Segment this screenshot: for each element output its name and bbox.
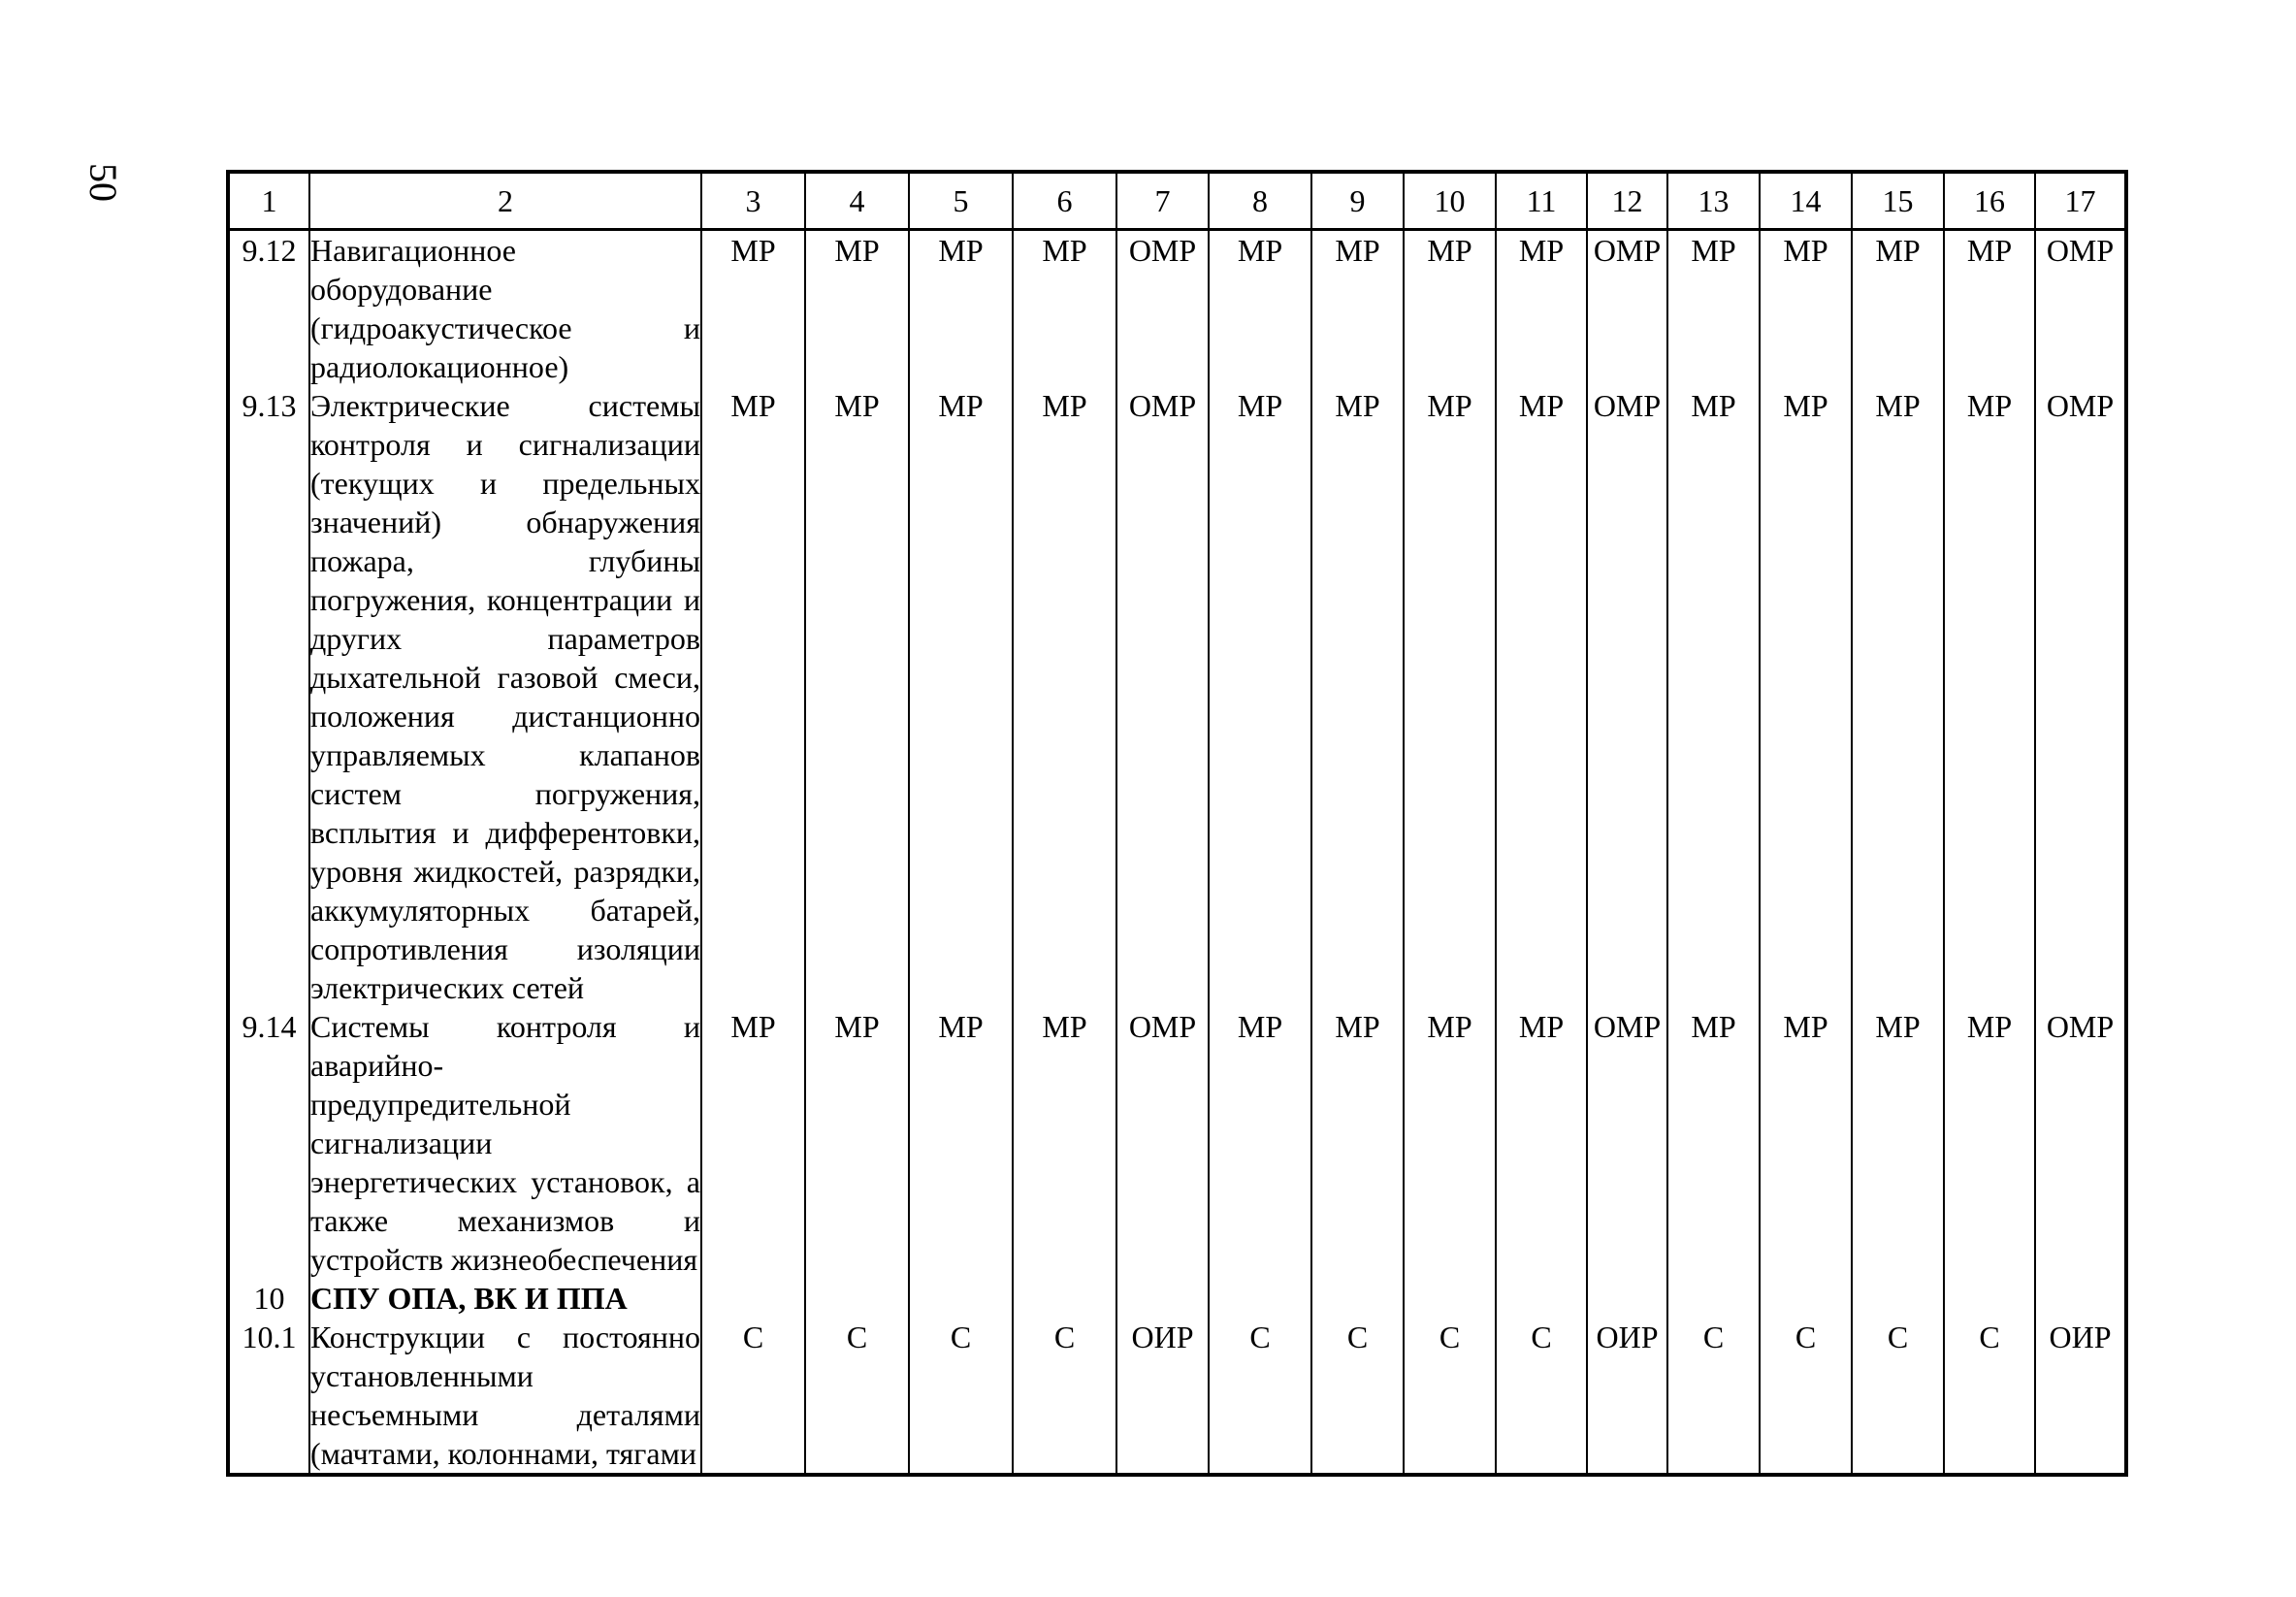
column-header-15: 15 [1852,172,1944,230]
filler-cell [1404,1473,1496,1475]
filler-cell [1116,1473,1209,1475]
cell-col-7: ОМР [1116,1007,1209,1279]
filler-cell [228,1473,309,1475]
table-row [228,1279,2126,1318]
cell-col-11 [1496,1279,1587,1318]
cell-col-9 [1311,1279,1404,1318]
cell-col-16: МР [1944,1007,2035,1279]
cell-col-15: МР [1852,230,1944,387]
filler-cell [805,1473,909,1475]
cell-col-13: С [1667,1318,1760,1473]
row-description: Электрические системы контроля и сигнализации (текущих и предельных значений) обнаружения пожара, глубины погружения, концентрации и других параметров дыхательной газовой смеси, положения дистанционно управляемых клапанов систем погружения, всплытия и дифферентовки, уровня жидкостей, разрядки, аккумуляторных батарей, сопротивления изоляции электрических сетей [310,388,700,1005]
cell-col-12 [1587,1279,1667,1318]
table-row [228,230,2126,387]
table-row [228,1318,2126,1473]
cell-col-17: ОМР [2035,230,2126,387]
cell-col-9: С [1311,1318,1404,1473]
cell-col-10: МР [1404,230,1496,387]
column-header-16: 16 [1944,172,2035,230]
classification-table [226,170,2128,1477]
filler-cell [1944,1473,2035,1475]
cell-col-12: ОМР [1587,230,1667,387]
cell-col-17: ОМР [2035,1007,2126,1279]
filler-cell [1311,1473,1404,1475]
filler-cell [701,1473,805,1475]
row-number: 10 [228,1279,309,1318]
cell-col-7 [1116,1279,1209,1318]
column-header-12: 12 [1587,172,1667,230]
cell-col-9: МР [1311,386,1404,1007]
cell-col-4 [805,1279,909,1318]
row-description: СПУ ОПА, ВК И ППА [309,1279,701,1318]
cell-col-14: МР [1760,230,1852,387]
table-body [228,230,2126,1476]
cell-col-7: ОМР [1116,230,1209,387]
cell-col-5: МР [909,230,1013,387]
cell-col-14 [1760,1279,1852,1318]
row-description: Навигационное оборудование (гидроакустическое и радиолокационное) [309,230,701,387]
cell-col-8: МР [1209,386,1311,1007]
cell-col-7: ОМР [1116,386,1209,1007]
cell-col-6: МР [1013,386,1116,1007]
cell-col-15: МР [1852,1007,1944,1279]
column-header-1: 1 [228,172,309,230]
cell-col-15: С [1852,1318,1944,1473]
cell-col-3: МР [701,386,805,1007]
column-header-8: 8 [1209,172,1311,230]
cell-col-6: МР [1013,1007,1116,1279]
cell-col-10: МР [1404,386,1496,1007]
column-header-4: 4 [805,172,909,230]
cell-col-6 [1013,1279,1116,1318]
cell-col-5 [909,1279,1013,1318]
filler-cell [2035,1473,2126,1475]
column-header-17: 17 [2035,172,2126,230]
column-header-6: 6 [1013,172,1116,230]
filler-cell [1209,1473,1311,1475]
column-header-7: 7 [1116,172,1209,230]
filler-cell [1496,1473,1587,1475]
cell-col-13: МР [1667,230,1760,387]
table-row [228,1007,2126,1279]
cell-col-8: МР [1209,1007,1311,1279]
row-description: Конструкции с постоянно установленными несъемными деталями (мачтами, колоннами, тягами [310,1320,700,1471]
cell-col-13 [1667,1279,1760,1318]
cell-col-3 [701,1279,805,1318]
filler-cell [909,1473,1013,1475]
row-number: 9.12 [228,230,309,387]
column-header-14: 14 [1760,172,1852,230]
cell-col-4: МР [805,386,909,1007]
cell-col-12: ОИР [1587,1318,1667,1473]
cell-col-17: ОИР [2035,1318,2126,1473]
cell-col-12: ОМР [1587,386,1667,1007]
cell-col-16: С [1944,1318,2035,1473]
cell-col-10: С [1404,1318,1496,1473]
row-number: 9.13 [228,386,309,1007]
cell-col-10: МР [1404,1007,1496,1279]
cell-col-11: МР [1496,386,1587,1007]
cell-col-4: МР [805,230,909,387]
cell-col-5: МР [909,1007,1013,1279]
cell-col-17 [2035,1279,2126,1318]
filler-cell [1013,1473,1116,1475]
cell-col-14: МР [1760,1007,1852,1279]
cell-col-8: С [1209,1318,1311,1473]
cell-col-8 [1209,1279,1311,1318]
header-row [228,172,2126,230]
cell-col-14: С [1760,1318,1852,1473]
cell-col-13: МР [1667,386,1760,1007]
cell-col-11: МР [1496,230,1587,387]
cell-col-3: МР [701,230,805,387]
row-number: 9.14 [228,1007,309,1279]
filler-cell [1852,1473,1944,1475]
cell-col-6: МР [1013,230,1116,387]
filler-cell [1587,1473,1667,1475]
page-number: 50 [81,163,125,202]
row-description: Системы контроля и аварийно-предупредительной сигнализации энергетических установок, а также механизмов и устройств жизнеобеспечения [310,1009,700,1277]
cell-col-3: С [701,1318,805,1473]
table-row [228,386,2126,1007]
filler-row [228,1473,2126,1475]
cell-col-9: МР [1311,230,1404,387]
cell-col-5: С [909,1318,1013,1473]
column-header-10: 10 [1404,172,1496,230]
cell-col-6: С [1013,1318,1116,1473]
cell-col-15 [1852,1279,1944,1318]
cell-col-5: МР [909,386,1013,1007]
column-header-2: 2 [309,172,701,230]
cell-col-9: МР [1311,1007,1404,1279]
column-header-3: 3 [701,172,805,230]
cell-col-13: МР [1667,1007,1760,1279]
cell-col-16: МР [1944,386,2035,1007]
filler-cell [1667,1473,1760,1475]
cell-col-16 [1944,1279,2035,1318]
filler-cell [1760,1473,1852,1475]
column-header-13: 13 [1667,172,1760,230]
cell-col-11: МР [1496,1007,1587,1279]
cell-col-4: МР [805,1007,909,1279]
cell-col-15: МР [1852,386,1944,1007]
cell-col-4: С [805,1318,909,1473]
cell-col-7: ОИР [1116,1318,1209,1473]
row-number: 10.1 [228,1318,309,1473]
cell-col-10 [1404,1279,1496,1318]
column-header-9: 9 [1311,172,1404,230]
filler-cell [309,1473,701,1475]
cell-col-12: ОМР [1587,1007,1667,1279]
cell-col-17: ОМР [2035,386,2126,1007]
cell-col-14: МР [1760,386,1852,1007]
cell-col-8: МР [1209,230,1311,387]
column-header-11: 11 [1496,172,1587,230]
column-header-5: 5 [909,172,1013,230]
cell-col-3: МР [701,1007,805,1279]
cell-col-16: МР [1944,230,2035,387]
cell-col-11: С [1496,1318,1587,1473]
